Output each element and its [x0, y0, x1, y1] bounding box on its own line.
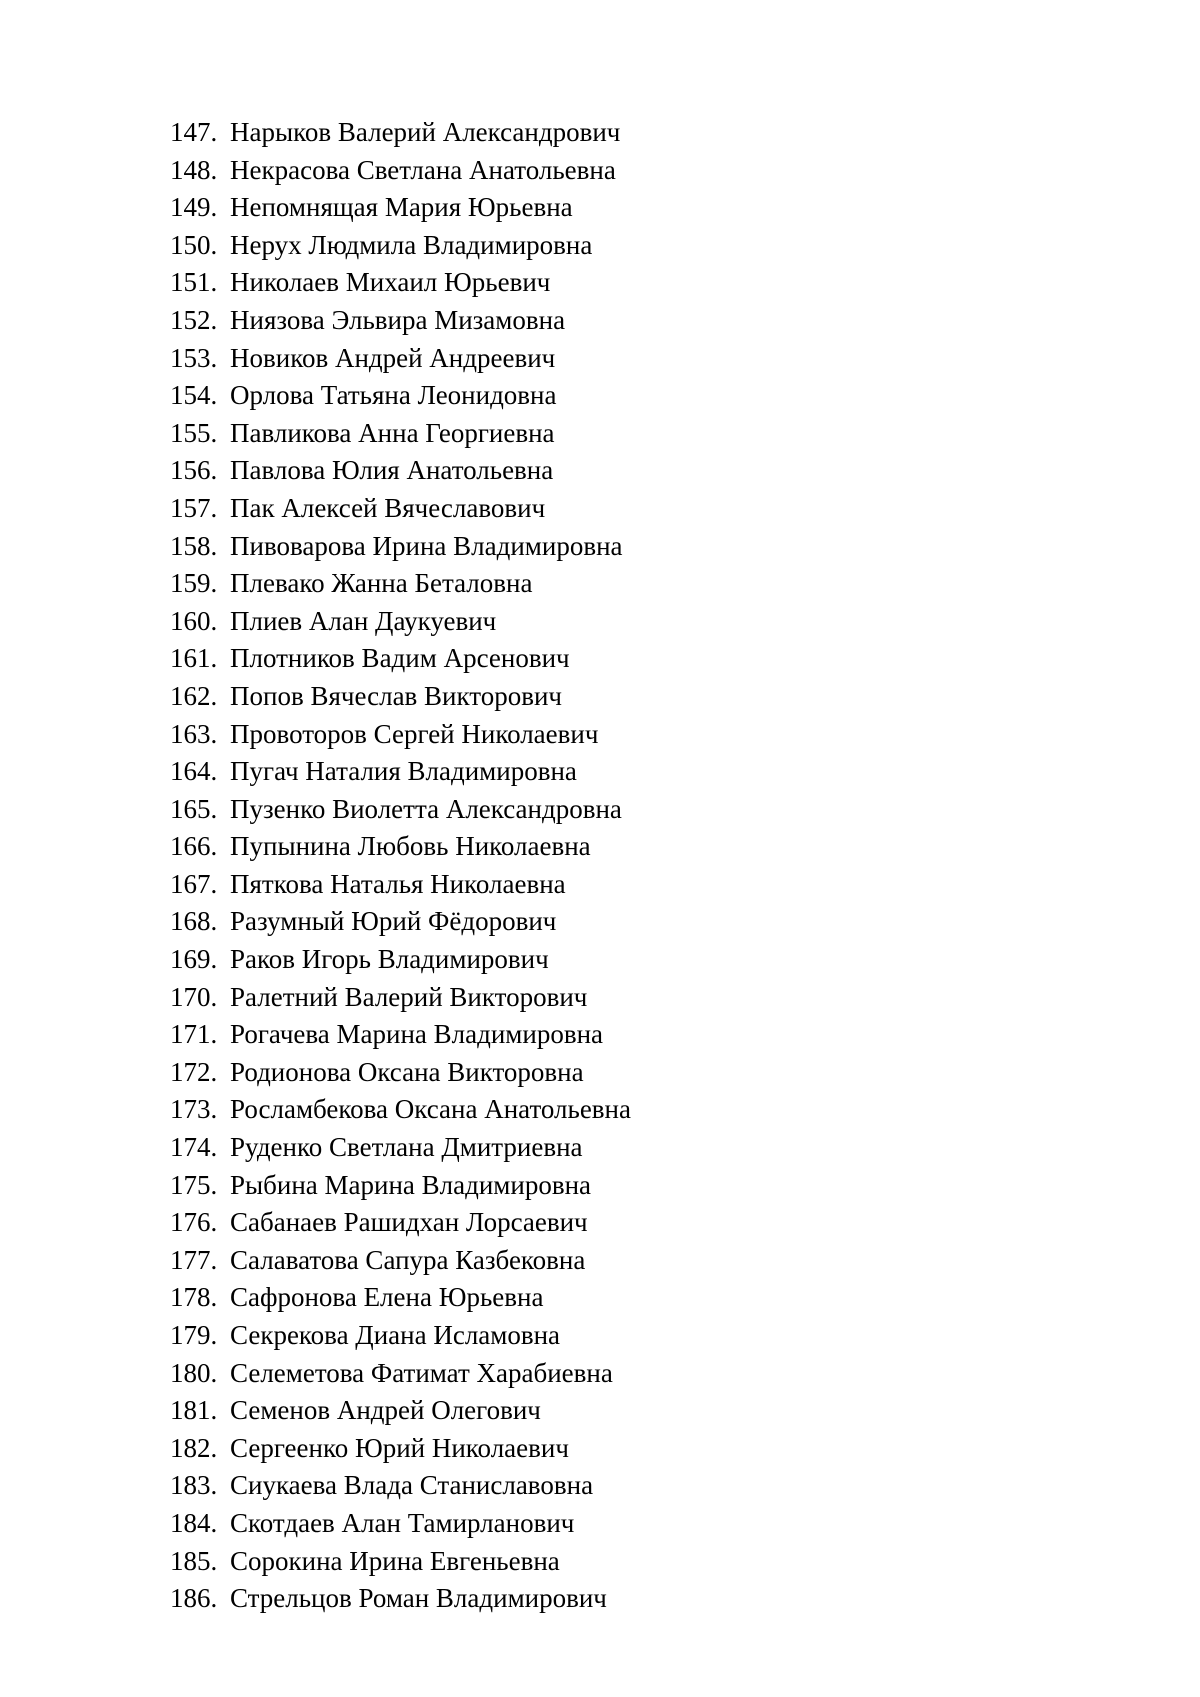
list-item-number: 162. [170, 680, 218, 711]
list-item-number: 176. [170, 1207, 218, 1238]
list-item [170, 528, 631, 566]
list-item-name: Орлова Татьяна Леонидовна [230, 380, 557, 411]
list-item-name: Росламбекова Оксана Анатольевна [230, 1094, 631, 1125]
list-item-name: Ралетний Валерий Викторович [230, 981, 588, 1012]
list-item [170, 490, 631, 528]
list-item-number: 155. [170, 417, 218, 448]
list-item-name: Некрасова Светлана Анатольевна [230, 154, 616, 185]
list-item-name: Пивоварова Ирина Владимировна [230, 530, 623, 561]
list-item-name: Пак Алексей Вячеславович [230, 492, 546, 523]
list-item-number: 156. [170, 455, 218, 486]
list-item-number: 185. [170, 1545, 218, 1576]
list-item [170, 152, 631, 190]
list-item-number: 181. [170, 1395, 218, 1426]
list-item [170, 1467, 631, 1505]
list-item [170, 791, 631, 829]
list-item-name: Скотдаев Алан Тамирланович [230, 1507, 575, 1538]
list-item-number: 182. [170, 1432, 218, 1463]
list-item-number: 165. [170, 793, 218, 824]
list-item-name: Пяткова Наталья Николаевна [230, 868, 566, 899]
list-item [170, 302, 631, 340]
list-item-number: 173. [170, 1094, 218, 1125]
list-item [170, 452, 631, 490]
list-item-name: Пугач Наталия Владимировна [230, 756, 577, 787]
list-item-name: Сергеенко Юрий Николаевич [230, 1432, 569, 1463]
list-item-name: Рыбина Марина Владимировна [230, 1169, 592, 1200]
list-item-number: 169. [170, 944, 218, 975]
list-item-name: Провоторов Сергей Николаевич [230, 718, 599, 749]
list-item-number: 174. [170, 1132, 218, 1163]
list-item-name: Пузенко Виолетта Александровна [230, 793, 622, 824]
list-item-name: Ниязова Эльвира Мизамовна [230, 304, 566, 335]
list-item-number: 152. [170, 304, 218, 335]
list-item-number: 150. [170, 229, 218, 260]
list-item [170, 1543, 631, 1581]
list-item-name: Плотников Вадим Арсенович [230, 643, 570, 674]
list-item-name: Павликова Анна Георгиевна [230, 417, 555, 448]
list-item-number: 184. [170, 1507, 218, 1538]
list-item-number: 168. [170, 906, 218, 937]
list-item-name: Плиев Алан Даукуевич [230, 605, 497, 636]
list-item-number: 175. [170, 1169, 218, 1200]
list-item-name: Семенов Андрей Олегович [230, 1395, 541, 1426]
list-item-number: 161. [170, 643, 218, 674]
list-item-number: 167. [170, 868, 218, 899]
list-item-number: 186. [170, 1583, 218, 1614]
list-item-number: 164. [170, 756, 218, 787]
list-item-number: 177. [170, 1244, 218, 1275]
list-item-number: 160. [170, 605, 218, 636]
list-item [170, 1242, 631, 1280]
list-item [170, 828, 631, 866]
list-item-number: 183. [170, 1470, 218, 1501]
list-item-number: 153. [170, 342, 218, 373]
list-item-name: Раков Игорь Владимирович [230, 944, 549, 975]
list-item-number: 148. [170, 154, 218, 185]
list-item-number: 149. [170, 192, 218, 223]
list-item-number: 157. [170, 492, 218, 523]
list-item [170, 979, 631, 1017]
list-item-number: 163. [170, 718, 218, 749]
list-item-name: Попов Вячеслав Викторович [230, 680, 562, 711]
list-item-number: 172. [170, 1056, 218, 1087]
list-item-name: Нерух Людмила Владимировна [230, 229, 593, 260]
list-item-name: Павлова Юлия Анатольевна [230, 455, 554, 486]
list-item-number: 166. [170, 831, 218, 862]
list-item [170, 1317, 631, 1355]
list-item [170, 1505, 631, 1543]
list-item-name: Разумный Юрий Фёдорович [230, 906, 557, 937]
list-item-name: Сиукаева Влада Станиславовна [230, 1470, 594, 1501]
list-item-number: 159. [170, 568, 218, 599]
list-item [170, 565, 631, 603]
list-item [170, 1167, 631, 1205]
list-item-number: 158. [170, 530, 218, 561]
list-item-number: 147. [170, 117, 218, 147]
list-item [170, 1580, 631, 1618]
list-item [170, 264, 631, 302]
list-item-name: Новиков Андрей Андреевич [230, 342, 556, 373]
list-item-name: Секрекова Диана Исламовна [230, 1320, 561, 1350]
list-item-name: Рогачева Марина Владимировна [230, 1019, 604, 1050]
list-item-name: Нарыков Валерий Александрович [230, 117, 621, 147]
list-item-name: Сабанаев Рашидхан Лорсаевич [230, 1207, 588, 1238]
list-item-name: Стрельцов Роман Владимирович [230, 1583, 607, 1614]
list-item-number: 178. [170, 1282, 218, 1313]
list-item [170, 114, 631, 152]
list-item [170, 1054, 631, 1092]
list-item [170, 1279, 631, 1317]
list-item-number: 179. [170, 1320, 218, 1350]
list-item [170, 1430, 631, 1468]
list-item-name: Николаев Михаил Юрьевич [230, 267, 551, 298]
list-item-number: 180. [170, 1357, 218, 1388]
list-item-name: Салаватова Сапура Казбековна [230, 1244, 586, 1275]
list-item-number: 171. [170, 1019, 218, 1050]
list-item-name: Пупынина Любовь Николаевна [230, 831, 591, 862]
list-item [170, 377, 631, 415]
list-item [170, 227, 631, 265]
list-item [170, 753, 631, 791]
list-item-name: Плевако Жанна Беталовна [230, 568, 533, 599]
list-item [170, 340, 631, 378]
list-item-name: Непомнящая Мария Юрьевна [230, 192, 573, 223]
name-list [170, 114, 631, 1618]
list-item [170, 1355, 631, 1393]
list-item-name: Руденко Светлана Дмитриевна [230, 1132, 583, 1163]
list-item [170, 1204, 631, 1242]
list-item [170, 1129, 631, 1167]
list-item-name: Селеметова Фатимат Харабиевна [230, 1357, 613, 1388]
list-item [170, 415, 631, 453]
list-item [170, 678, 631, 716]
list-item [170, 941, 631, 979]
list-item [170, 716, 631, 754]
list-item [170, 603, 631, 641]
list-item [170, 1392, 631, 1430]
list-item [170, 866, 631, 904]
list-item [170, 640, 631, 678]
list-item [170, 903, 631, 941]
list-item [170, 1016, 631, 1054]
list-item [170, 1091, 631, 1129]
list-item-name: Сорокина Ирина Евгеньевна [230, 1545, 560, 1576]
list-item [170, 189, 631, 227]
list-item-name: Родионова Оксана Викторовна [230, 1056, 584, 1087]
list-item-name: Сафронова Елена Юрьевна [230, 1282, 544, 1313]
list-item-number: 151. [170, 267, 218, 298]
list-item-number: 170. [170, 981, 218, 1012]
list-item-number: 154. [170, 380, 218, 411]
